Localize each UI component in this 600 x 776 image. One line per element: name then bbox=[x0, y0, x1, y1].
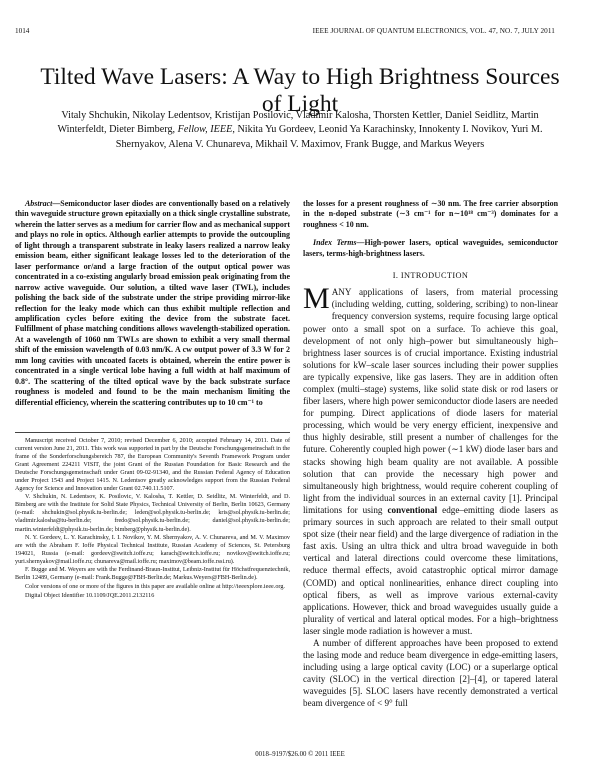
index-terms-lead: Index Terms bbox=[313, 238, 357, 248]
intro-paragraph-1 bbox=[303, 282, 558, 637]
footnote-berlin: V. Shchukin, N. Ledentsov, K. Posilovic, V. Kalosha, T. Kettler, D. Seidlitz, M. Winterfeldt, and D. Bimberg are with the Institute for Solid State Physics, Technical University of Berlin, Berlin 10623, Germany (e-mail: shchukin@sol.physik.tu-berlin.de; leden@sol.physik.tu-berlin.de; kris@sol.physik.tu-berlin.de; vladimir.kalosha@tu-berlin.de; fredo@sol.physik.tu-berlin.de; daniel@sol.physik.tu-berlin.de; martin.winterfeldt@physik.tu-berlin.de; bimberg@physik.tu-berlin.de). bbox=[15, 494, 290, 533]
author-list bbox=[40, 109, 560, 152]
intro-p1-a: applications of lasers, from material processing (including welding, cutting, soldering, scribing) to non-linear frequency conversion systems, require focusing large optical power onto a small spot on a surface. To achieve this goal, development of not only high–power but simultaneously high–brightness laser sources is of crucial importance. Existing industrial solutions for kW–scale laser sources including their power supplies are typically expensive, like gas lasers. They are in addition often complex (multi–stage) systems, like solid state disk or rod lasers or fiber lasers, where high power semiconductor diode lasers are needed for pumping. Direct applications of diode lasers for material processing, which would be very energy efficient, inexpensive and thus highly desirable, still present a number of challenges for the future. Coherently coupled high power (∼1 kW) diode laser bars and stacks showing high beam quality are not available. A possible solution that can provide the necessary high power and simultaneously high brightness, would require coherent coupling of light from the individual sources in an external cavity [1]. Principal limitations for using bbox=[303, 287, 558, 515]
journal-header: IEEE JOURNAL OF QUANTUM ELECTRONICS, VOL. 47, NO. 7, JULY 2011 bbox=[312, 27, 555, 35]
copyright-footer: 0018–9197/$26.00 © 2011 IEEE bbox=[255, 751, 345, 758]
abstract-lead: Abstract bbox=[25, 199, 53, 208]
section-heading-introduction: I. INTRODUCTION bbox=[392, 271, 469, 281]
paper-title: Tilted Wave Lasers: A Way to High Brightness Sources of Light bbox=[40, 63, 560, 117]
authors-part-2: , Nikita Yu Gordeev, Leonid Ya Karachinsky, Innokenty I. Novikov, Yuri M. Shernyakov, Alena V. Chunareva, Mikhail V. Maximov, Frank Bugge, and Markus Weyers bbox=[115, 124, 543, 150]
footnote-color: Color versions of one or more of the figures in this paper are available online at http://ieeexplore.ieee.org. bbox=[25, 583, 285, 590]
abstract-continuation: the losses for a present roughness of ∼30 nm. The free carrier absorption in the n-doped substrate (∼3 cm⁻¹ for n∼10¹⁸ cm⁻³) dominates for a roughness < 10 nm. bbox=[303, 199, 558, 229]
footnote-received: Manuscript received October 7, 2010; revised December 6, 2010; accepted February 14, 2011. Date of current version June 21, 2011. This work was supported in part by the Deutsche Forschungsgemeinschaft in the frame of the Sonderforschungsbereich 787, the European Community's Seventh Framework Program under Grant Agreement 224211 VISIT, the joint Grant of the Russian Foundation for Basic Research and the Deutsche Forschungsgemeinschaft under Grant 09-02-91340, and the Russian Federal Agency of Education under Project 1543 and Project 1415. N. Ledentsov greatly acknowledges support from the Russian Federal Agency for Science and Innovation under Grant 02.740.11.5107. bbox=[15, 438, 290, 493]
index-terms-text: —High-power lasers, optical waveguides, semiconductor lasers, terms-high-brightness lasers. bbox=[303, 238, 558, 258]
abstract bbox=[15, 199, 290, 408]
right-column bbox=[303, 199, 558, 710]
abstract-text: —Semiconductor laser diodes are conventionally based on a relatively thin waveguide structure grown epitaxially on a thick single crystalline substrate, wherein the latter serves as a medium for carrier flow and as mechanical support and plays no role in optics. Although earlier attempts to provide the outcoupling of light through a transparent substrate in leaky lasers realized a narrow leaky emission beam, either significant leakage losses led to the deterioration of the laser performance or/and a large fraction of the output optical power was concentrated in a co-existing angularly broad emission peak originating from the narrow active waveguide. Our solution, a tilted wave laser (TWL), includes polishing the back side of the substrate under the stripe providing mirror-like reflection for the leaky mode which can thus exhibit multiple reflection and amplification cycles before exiting the device from the substrate facet. Fulfillment of phase matching conditions allows wavelength-stabilized operation. At a wavelength of 1060 nm TWLs are shown to exhibit a very small thermal shift of the emission wavelength of 0.03 nm/K. A cw output power of 3.3 W for 2 mm long cavities with uncoated facets is obtained, wherein the entire power is concentrated in a single vertical lobe having a full width at half maximum of 0.8°. The scattering of the tilted optical wave by the back substrate surface roughness is modeled and found to be the main mechanism limiting the differential efficiency, wherein the scattering contributes up to 10 cm⁻¹ to bbox=[15, 199, 290, 407]
footnote-fbh: F. Bugge and M. Weyers are with the Ferdinand-Braun-Institut, Leibniz-Institut für Höchstfrequenztechnik, Berlin 12489, Germany (e-mail: Frank.Bugge@FBH-Berlin.de; Markus.Weyers@FBH-Berlin.de). bbox=[15, 566, 290, 581]
intro-p1-b: edge–emitting diode lasers as primary sources in such approach are related to their small output spot size (their near field) and the large divergence of radiation in the fast axis. Using an ultra thick and ultra broad waveguide in both vertical and lateral directions could overcome these limitations, reduce thermal effects, avoid catastrophic optical mirror damage (COMD) and optical nonlinearities, enhance direct coupling into optical fibers, as well as improve various external-cavity applications. However, thick and broad waveguides usually guide a plurality of vertical and lateral optical modes. For a high–brightness laser single mode radiation is however a must. bbox=[303, 504, 558, 636]
index-terms bbox=[303, 238, 558, 259]
drop-cap: M bbox=[303, 282, 330, 316]
authors-part-1: Vitaly Shchukin, Nikolay Ledentsov, Kristijan Posilovic, Vladimir Kalosha, Thorsten Kettler, Daniel Seidlitz, Martin Winterfeldt, Dieter Bimberg, bbox=[57, 110, 539, 136]
authors-fellow: Fellow, IEEE bbox=[177, 124, 233, 136]
footnote-ioffe: N. Y. Gordeev, L. Y. Karachinsky, I. I. Novikov, Y. M. Shernyakov, A. V. Chunareva, and M. V. Maximov are with the Abraham F. Ioffe Physical Technical Institute, Russian Academy of Sciences, St. Petersburg 194021, Russia (e-mail: gordeev@switch.ioffe.ru; karach@switch.ioffe.ru; novikov@switch.ioffe.ru; yuri.shernyakov@mail.ioffe.ru; chunareva@mail.ioffe.ru; maximov@beam.ioffe.rssi.ru). bbox=[15, 534, 290, 565]
footnote-doi: Digital Object Identifier 10.1109/JQE.2011.2132116 bbox=[25, 592, 155, 599]
page-number: 1014 bbox=[15, 27, 30, 35]
first-word-rest: ANY bbox=[331, 287, 352, 298]
left-column bbox=[15, 199, 290, 408]
intro-p1-bold: conventional bbox=[387, 504, 438, 515]
intro-paragraph-2: A number of different approaches have been proposed to extend the lasing mode and reduce beam divergence in edge-emitting lasers, including using a large optical cavity (LOC) or a superlarge optical cavity (SLOC) in the vertical direction [2]–[4], or tapered lateral waveguides [5]. SLOC lasers have recently demonstrated a vertical beam divergence of < 9° full bbox=[303, 637, 558, 709]
footnote-divider bbox=[15, 432, 290, 433]
footnotes bbox=[15, 437, 290, 600]
